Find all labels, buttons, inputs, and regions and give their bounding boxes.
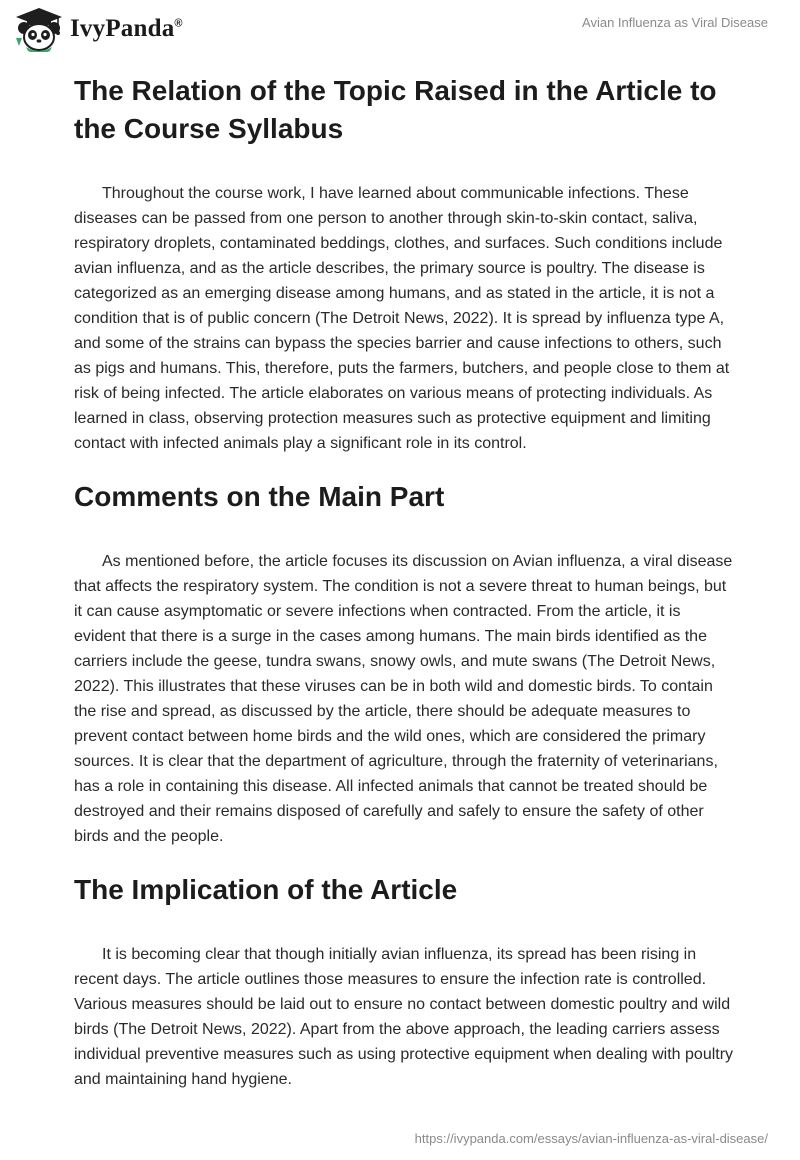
section-heading-comments: Comments on the Main Part xyxy=(74,481,445,512)
article-body xyxy=(74,72,734,1092)
source-url-link[interactable]: https://ivypanda.com/essays/avian-influenza-as-viral-disease/ xyxy=(414,1131,768,1146)
page-header xyxy=(0,0,800,60)
panda-graduate-icon xyxy=(12,6,66,52)
section-heading-relation: The Relation of the Topic Raised in the Article to the Course Syllabus xyxy=(74,75,717,144)
document-title: Avian Influenza as Viral Disease xyxy=(582,15,768,30)
section-paragraph-implication: It is becoming clear that though initially avian influenza, its spread has been rising in recent days. The article outlines those measures to ensure the infection rate is controlled. Various measures should be laid out to ensure no contact between domestic poultry and wild birds (The Detroit News, 2022). Apart from the above approach, the leading carriers assess individual preventive measures such as using protective equipment when dealing with poultry and maintaining hand hygiene. xyxy=(74,946,734,1088)
section-paragraph-relation: Throughout the course work, I have learned about communicable infections. These diseases can be passed from one person to another through skin-to-skin contact, saliva, respiratory droplets, contaminated beddings, clothes, and surfaces. Such conditions include avian influenza, and as the article describes, the primary source is poultry. The disease is categorized as an emerging disease among humans, and as stated in the article, it is not a condition that is of public concern (The Detroit News, 2022). It is spread by influenza type A, and some of the strains can bypass the species barrier and cause infections to others, such as pigs and humans. This, therefore, puts the farmers, butchers, and people close to them at risk of being infected. The article elaborates on various means of protecting individuals. As learned in class, observing protection measures such as protective equipment and limiting contact with infected animals play a significant role in its control. xyxy=(74,185,730,452)
brand-name: IvyPanda® xyxy=(70,15,183,42)
brand-logo[interactable] xyxy=(12,6,183,52)
registered-mark: ® xyxy=(174,17,183,30)
section-heading-implication: The Implication of the Article xyxy=(74,874,458,905)
section-paragraph-comments: As mentioned before, the article focuses its discussion on Avian influenza, a viral disease that affects the respiratory system. The condition is not a severe threat to human beings, but it can cause asymptomatic or severe infections when contracted. From the article, it is evident that there is a surge in the cases among humans. The main birds identified as the carriers include the geese, tundra swans, snowy owls, and mute swans (The Detroit News, 2022). This illustrates that these viruses can be in both wild and domestic birds. To contain the rise and spread, as discussed by the article, there should be adequate measures to prevent contact between home birds and the wild ones, which are considered the primary sources. It is clear that the department of agriculture, through the fraternity of veterinarians, has a role in containing this disease. All infected animals that cannot be treated should be destroyed and their remains disposed of carefully and safely to ensure the safety of other birds and the people. xyxy=(74,553,733,845)
